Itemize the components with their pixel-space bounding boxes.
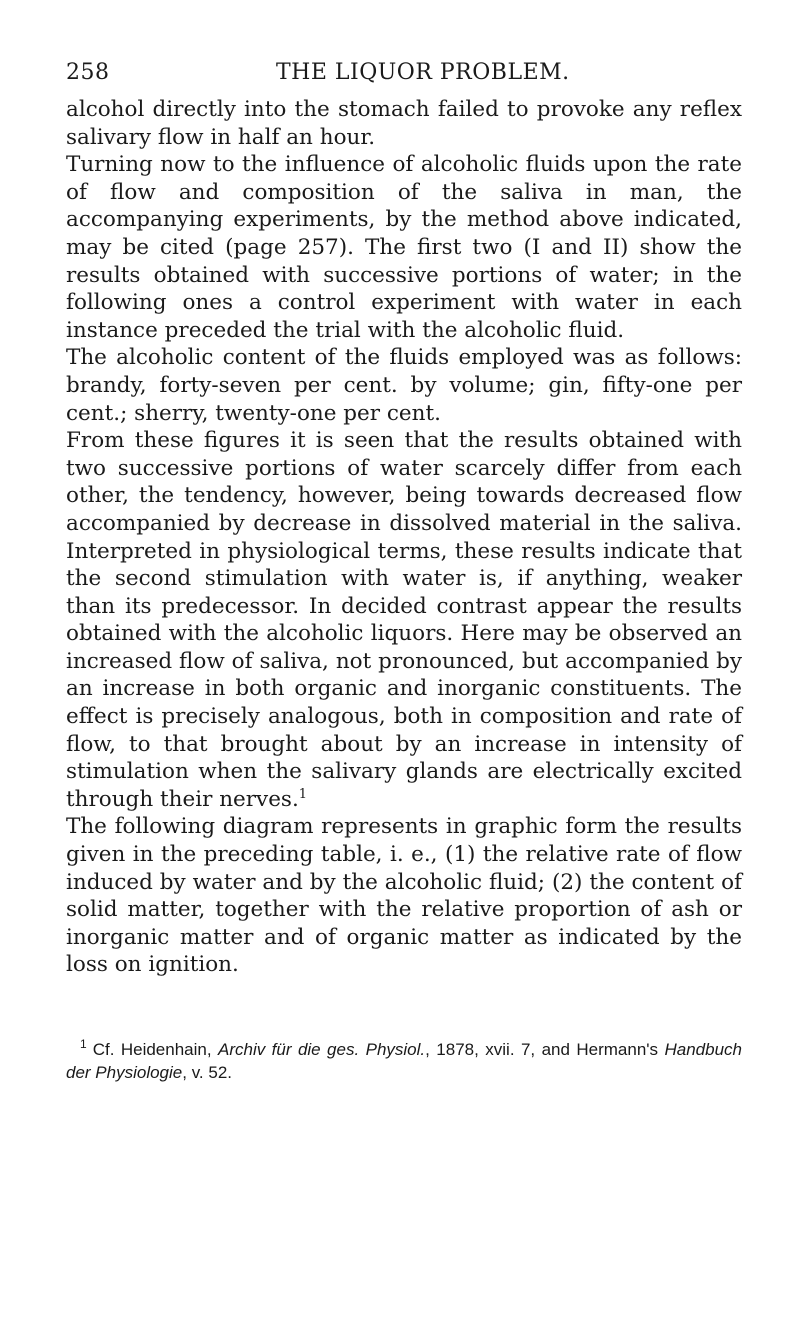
page-number: 258 bbox=[66, 60, 110, 85]
paragraph-4-text: From these figures it is seen that the results obtained with two successive portions of water scarcely differ from each other, the tendency, however, being towards decreased flow accompanied by decrease in dissolved material in the saliva. Interpreted in physiological terms, these results indicate that the second stimulation with water is, if anything, weaker than its predecessor. In decided contrast appear the results obtained with the alcoholic liquors. Here may be observed an increased flow of saliva, not pronounced, but accompanied by an increase in both organic and inorganic constituents. The effect is precisely analogous, both in composition and rate of flow, to that brought about by an increase in intensity of stimulation when the salivary glands are electrically excited through their nerves. bbox=[66, 428, 742, 812]
footnote-middle: , 1878, xvii. 7, and Hermann's bbox=[425, 1040, 659, 1059]
body-text bbox=[66, 96, 742, 979]
paragraph-5: The following diagram represents in graphic form the results given in the preceding table, i. e., (1) the relative rate of flow induced by water and by the alcoholic fluid; (2) the content of solid matter, together with the relative proportion of ash or inorganic matter and of organic matter as indicated by the loss on ignition. bbox=[66, 814, 742, 978]
paragraph-1: alcohol directly into the stomach failed to provoke any reflex salivary flow in half an hour. bbox=[66, 97, 742, 150]
footnote-number: 1 bbox=[80, 1037, 87, 1052]
footnote-suffix: , v. 52. bbox=[182, 1063, 233, 1082]
footnote bbox=[66, 1038, 742, 1084]
footnote-reference[interactable]: 1 bbox=[298, 786, 308, 802]
footnote-prefix: Cf. Heidenhain, bbox=[92, 1040, 212, 1059]
running-title: THE LIQUOR PROBLEM. bbox=[276, 60, 570, 85]
footnote-book: Handbuch der Physiologie bbox=[66, 1040, 742, 1082]
running-head bbox=[66, 60, 742, 90]
paragraph-3: The alcoholic content of the fluids employed was as follows: brandy, forty-seven per cent. by volume; gin, fifty-one per cent.; sherry, twenty-one per cent. bbox=[66, 345, 742, 426]
paragraph-2: Turning now to the influence of alcoholic fluids upon the rate of flow and composition of the saliva in man, the accompanying experiments, by the method above indicated, may be cited (page 257). The first two (I and II) show the results obtained with successive portions of water; in the following ones a control experiment with water in each instance preceded the trial with the alcoholic fluid. bbox=[66, 152, 742, 343]
paragraph-4 bbox=[66, 427, 742, 813]
footnote-journal: Archiv für die ges. Physiol. bbox=[218, 1040, 426, 1059]
